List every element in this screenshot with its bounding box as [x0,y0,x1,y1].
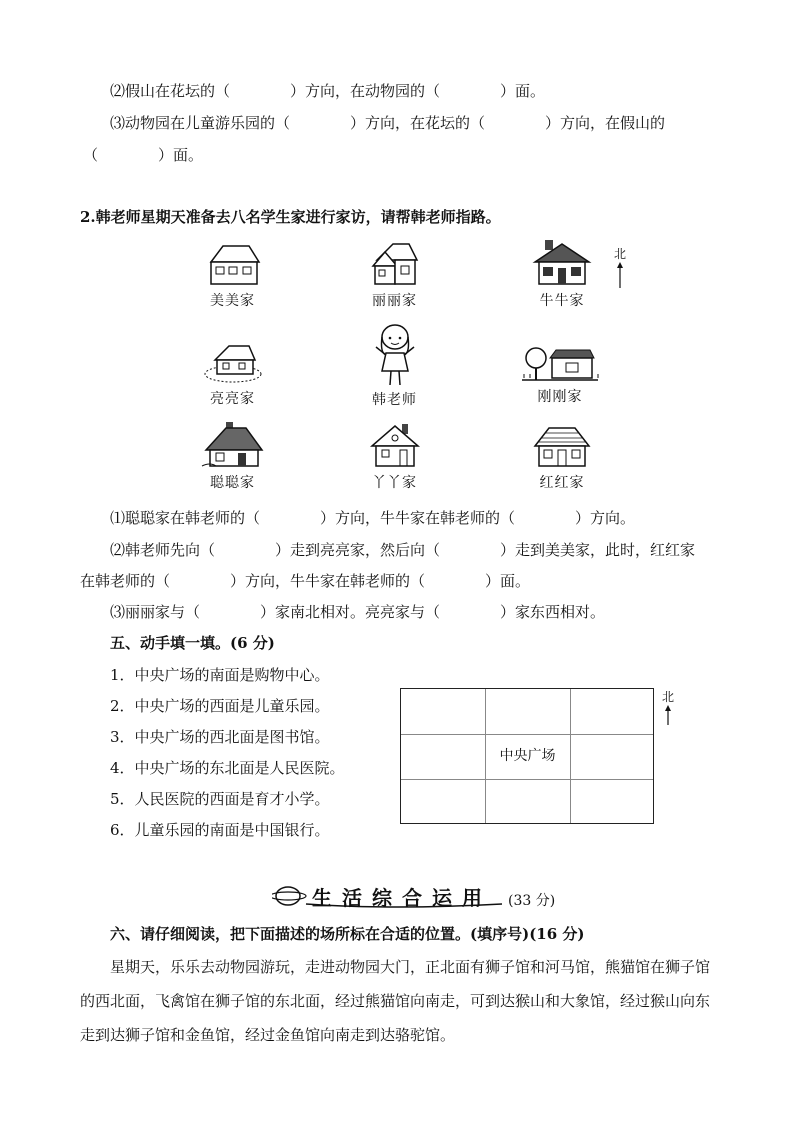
section-banner [272,880,602,910]
grid-line [401,779,653,780]
section-6-title: 六、请仔细阅读，把下面描述的场所标在合适的位置。(填序号)(16 分) [110,925,585,943]
north-indicator-top [610,245,630,288]
grid-center-cell: 中央广场 [499,748,556,764]
question-1-3-line2: （ ）面。 [83,146,204,164]
house-label: 红红家 [539,475,585,491]
section-5-item: 1．中央广场的南面是购物中心。 [110,666,330,684]
house-ganggang [515,340,605,406]
north-indicator-grid [658,688,678,725]
house-label: 刚刚家 [537,389,583,405]
banner-score: (33 分) [508,893,556,909]
section-5-item: 6．儿童乐园的南面是中国银行。 [110,821,330,839]
question-1-2: ⑵假山在花坛的（ ）方向，在动物园的（ ）面。 [110,82,546,100]
question-2-2-line2: 在韩老师的（ ）方向，牛牛家在韩老师的（ ）面。 [80,572,531,590]
question-2-2-line1: ⑵韩老师先向（ ）走到亮亮家，然后向（ ）走到美美家，此时，红红家 [110,541,696,559]
map-grid[interactable] [400,688,654,824]
teacher-label: 韩老师 [372,392,417,408]
question-2-title: 2.韩老师星期天准备去八名学生家进行家访，请帮韩老师指路。 [80,208,501,226]
question-1-3-line1: ⑶动物园在儿童游乐园的（ ）方向，在花坛的（ ）方向，在假山的 [110,114,666,132]
house-label: 牛牛家 [539,293,585,309]
section-5-item: 5．人民医院的西面是育才小学。 [110,790,330,808]
section-5-item: 2．中央广场的西面是儿童乐园。 [110,697,330,715]
grid-line [570,689,571,823]
house-icon [203,240,263,288]
section-5-item: 3．中央广场的西北面是图书馆。 [110,728,330,746]
north-label: 北 [661,690,674,704]
teacher-icon [370,323,420,387]
arrow-up-icon [663,705,673,725]
house-niuniu [522,238,602,310]
north-label: 北 [613,247,626,261]
question-2-1: ⑴聪聪家在韩老师的（ ）方向，牛牛家在韩老师的（ ）方向。 [110,509,636,527]
house-honghong [522,424,602,492]
house-congcong [195,420,270,492]
house-liangliang [195,336,270,408]
house-icon [531,424,593,470]
house-label: 亮亮家 [210,391,255,407]
house-lili [357,240,432,310]
house-label: 聪聪家 [210,475,255,491]
house-icon [520,340,600,384]
house-icon [201,336,265,386]
arrow-up-icon [615,262,625,288]
section-6-paragraph: 星期天，乐乐去动物园游玩，走进动物园大门，正北面有狮子馆和河马馆，熊猫馆在狮子馆的西北面，飞禽馆在狮子馆的东北面，经过熊猫馆向南走，可到达猴山和大象馆，经过猴山向东走到达狮子馆和金鱼馆，经过金鱼馆向南走到达骆驼馆。 [80,958,711,1044]
section-5-item: 4．中央广场的东北面是人民医院。 [110,759,345,777]
section-5-title: 五、动手填一填。(6 分) [110,634,275,652]
house-yaya [357,422,432,492]
house-icon [367,240,423,288]
house-icon [531,238,593,288]
question-2-3: ⑶丽丽家与（ ）家南北相对。亮亮家与（ ）家东西相对。 [110,603,606,621]
house-label: 丽丽家 [372,293,417,309]
teacher-figure [357,323,432,409]
house-label: 美美家 [210,293,255,309]
house-label: 丫丫家 [372,475,417,491]
house-icon [200,420,266,470]
house-icon [368,422,422,470]
banner-title: 生活综合运用 [312,886,492,910]
house-meimei [195,240,270,310]
